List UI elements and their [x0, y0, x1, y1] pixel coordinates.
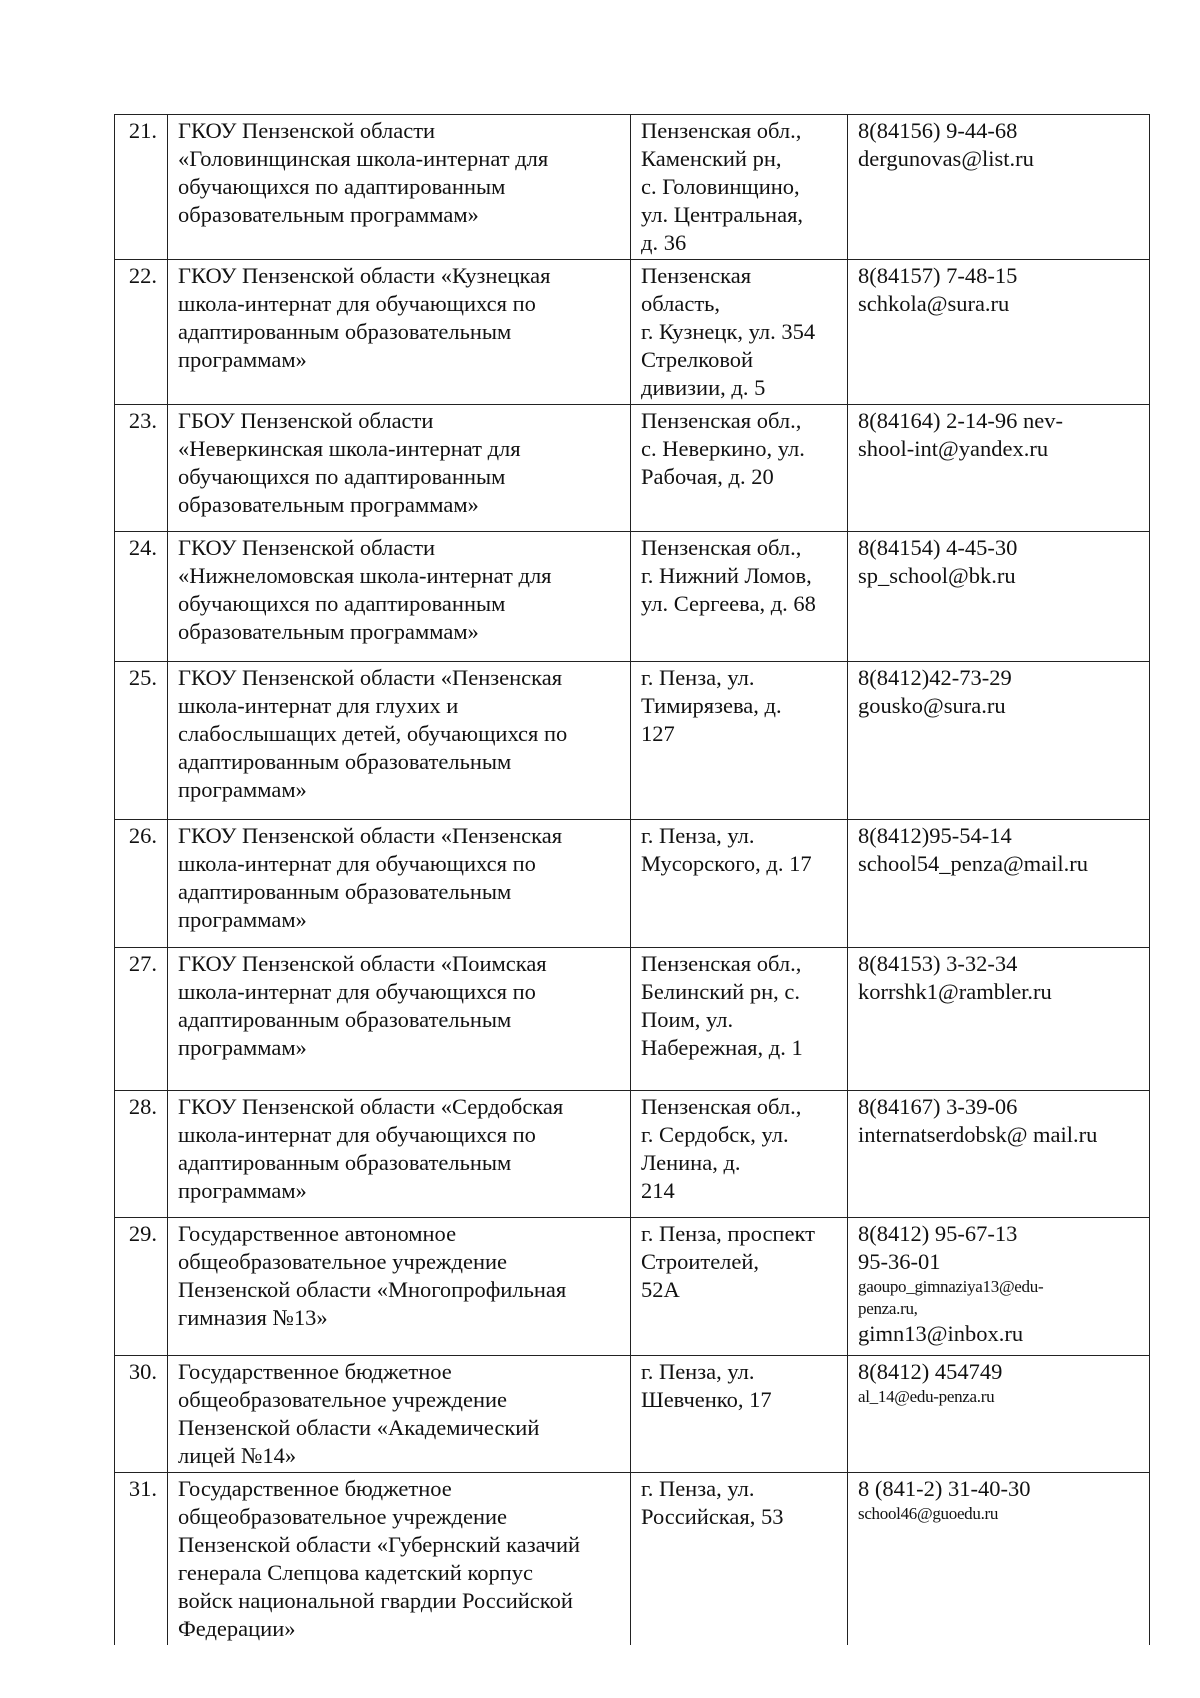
- email-line: school46@guoedu.ru: [858, 1504, 999, 1523]
- institution-name-line: программам»: [178, 777, 307, 802]
- institution-name-line: образовательным программам»: [178, 492, 479, 517]
- institution-name: [168, 532, 631, 662]
- institution-address: [631, 532, 848, 662]
- institution-address-line: дивизии, д. 5: [641, 375, 766, 400]
- institution-address: [631, 948, 848, 1091]
- table-row: [115, 1218, 1150, 1356]
- institution-name-line: школа-интернат для обучающихся по: [178, 851, 536, 876]
- row-number: 26.: [115, 820, 168, 948]
- institution-address-line: с. Неверкино, ул.: [641, 436, 805, 461]
- institution-address-line: д. 36: [641, 230, 687, 255]
- institution-name-line: ГКОУ Пензенской области: [178, 118, 436, 143]
- institution-address-line: Пензенская обл.,: [641, 118, 802, 143]
- table-row: [115, 820, 1150, 948]
- institution-address-line: Строителей,: [641, 1249, 760, 1274]
- email-line: gimn13@inbox.ru: [858, 1321, 1024, 1346]
- institution-name-line: школа-интернат для обучающихся по: [178, 291, 536, 316]
- table-body: [115, 115, 1150, 1646]
- institution-address: [631, 820, 848, 948]
- institution-name-line: обучающихся по адаптированным: [178, 464, 506, 489]
- institution-contact-line: school54_penza@mail.ru: [858, 851, 1089, 876]
- institution-address-line: г. Пенза, ул.: [641, 665, 755, 690]
- institution-name: [168, 1473, 631, 1646]
- institution-name-line: лицей №14»: [178, 1443, 297, 1468]
- institution-contact-line: schkola@sura.ru: [858, 291, 1010, 316]
- email-line: al_14@edu-penza.ru: [858, 1387, 995, 1406]
- institution-name-line: программам»: [178, 347, 307, 372]
- institution-address-line: Белинский рн, с.: [641, 979, 800, 1004]
- institution-name: [168, 820, 631, 948]
- institution-contact: [848, 1356, 1150, 1473]
- institution-contact-line: 8 (841-2) 31-40-30: [858, 1476, 1031, 1501]
- institution-address-line: г. Пенза, ул.: [641, 1359, 755, 1384]
- institution-name-line: общеобразовательное учреждение: [178, 1387, 508, 1412]
- institution-contact: [848, 1091, 1150, 1218]
- institution-address-line: г. Сердобск, ул.: [641, 1122, 789, 1147]
- institution-address-line: г. Нижний Ломов,: [641, 563, 812, 588]
- table-row: [115, 948, 1150, 1091]
- institution-name-line: программам»: [178, 1035, 307, 1060]
- institution-name: [168, 115, 631, 260]
- institution-name-line: ГКОУ Пензенской области «Поимская: [178, 951, 547, 976]
- institution-contact-line: 8(8412) 95-67-13: [858, 1221, 1018, 1246]
- institution-address-line: Пензенская обл.,: [641, 408, 802, 433]
- institution-name-line: ГБОУ Пензенской области: [178, 408, 434, 433]
- institution-name-line: общеобразовательное учреждение: [178, 1504, 508, 1529]
- institution-contact-line: 8(84157) 7-48-15: [858, 263, 1018, 288]
- institution-address-line: Российская, 53: [641, 1504, 784, 1529]
- institution-address-line: г. Кузнецк, ул. 354: [641, 319, 816, 344]
- institution-address-line: Набережная, д. 1: [641, 1035, 803, 1060]
- institution-contact-line: shool-int@yandex.ru: [858, 436, 1049, 461]
- institution-name-line: обучающихся по адаптированным: [178, 174, 506, 199]
- table-row: [115, 662, 1150, 820]
- institution-name-line: Федерации»: [178, 1616, 296, 1641]
- institution-name: [168, 260, 631, 405]
- institution-contact-line: 8(8412)95-54-14: [858, 823, 1012, 848]
- table-row: [115, 405, 1150, 532]
- institution-name-line: программам»: [178, 907, 307, 932]
- institution-address: [631, 115, 848, 260]
- institution-name-line: адаптированным образовательным: [178, 319, 512, 344]
- table-row: [115, 1091, 1150, 1218]
- institution-contact-line: 8(84167) 3-39-06: [858, 1094, 1018, 1119]
- institution-address-line: Стрелковой: [641, 347, 754, 372]
- institution-contact: [848, 948, 1150, 1091]
- institution-contact-line: 8(84154) 4-45-30: [858, 535, 1018, 560]
- institution-contact-line: korrshk1@rambler.ru: [858, 979, 1052, 1004]
- institution-name-line: ГКОУ Пензенской области «Кузнецкая: [178, 263, 551, 288]
- institution-address-line: Пензенская: [641, 263, 752, 288]
- institution-name-line: ГКОУ Пензенской области «Пензенская: [178, 823, 563, 848]
- row-number: 25.: [115, 662, 168, 820]
- institution-name-line: войск национальной гвардии Российской: [178, 1588, 573, 1613]
- institution-name-line: «Головинщинская школа-интернат для: [178, 146, 549, 171]
- institution-name-line: школа-интернат для обучающихся по: [178, 1122, 536, 1147]
- institution-address: [631, 1473, 848, 1646]
- institution-address-line: 214: [641, 1178, 675, 1203]
- institution-address-line: 127: [641, 721, 675, 746]
- institution-address: [631, 1218, 848, 1356]
- institution-address-line: г. Пенза, проспект: [641, 1221, 815, 1246]
- institution-name-line: ГКОУ Пензенской области «Сердобская: [178, 1094, 564, 1119]
- institution-contact-line: internatserdobsk@ mail.ru: [858, 1122, 1098, 1147]
- institution-name-line: «Неверкинская школа-интернат для: [178, 436, 521, 461]
- institution-name-line: адаптированным образовательным: [178, 1007, 512, 1032]
- institution-name-line: обучающихся по адаптированным: [178, 591, 506, 616]
- institution-name-line: адаптированным образовательным: [178, 1150, 512, 1175]
- institution-address: [631, 1091, 848, 1218]
- institution-contact-line: dergunovas@list.ru: [858, 146, 1034, 171]
- institution-contact: [848, 662, 1150, 820]
- institution-address-line: Тимирязева, д.: [641, 693, 782, 718]
- institution-address-line: Поим, ул.: [641, 1007, 734, 1032]
- row-number: 30.: [115, 1356, 168, 1473]
- institution-name-line: образовательным программам»: [178, 202, 479, 227]
- row-number: 31.: [115, 1473, 168, 1646]
- institution-name-line: Пензенской области «Академический: [178, 1415, 540, 1440]
- institution-name-line: Пензенской области «Губернский казачий: [178, 1532, 581, 1557]
- institution-address-line: Шевченко, 17: [641, 1387, 772, 1412]
- institution-name-line: гимназия №13»: [178, 1305, 328, 1330]
- row-number: 21.: [115, 115, 168, 260]
- institution-name-line: общеобразовательное учреждение: [178, 1249, 508, 1274]
- institution-name-line: ГКОУ Пензенской области «Пензенская: [178, 665, 563, 690]
- institution-contact: [848, 115, 1150, 260]
- institution-name-line: генерала Слепцова кадетский корпус: [178, 1560, 534, 1585]
- institution-name: [168, 405, 631, 532]
- institution-address-line: Каменский рн,: [641, 146, 782, 171]
- institution-contact: [848, 1473, 1150, 1646]
- institution-address-line: ул. Центральная,: [641, 202, 804, 227]
- table-row: [115, 532, 1150, 662]
- institution-name-line: программам»: [178, 1178, 307, 1203]
- institution-name: [168, 1218, 631, 1356]
- table-row: [115, 1356, 1150, 1473]
- institution-name-line: Государственное бюджетное: [178, 1359, 452, 1384]
- institution-name: [168, 948, 631, 1091]
- institution-contact-line: 8(84156) 9-44-68: [858, 118, 1018, 143]
- institution-name-line: школа-интернат для глухих и: [178, 693, 459, 718]
- institution-name-line: Государственное бюджетное: [178, 1476, 452, 1501]
- table-row: [115, 1473, 1150, 1646]
- institution-address-line: г. Пенза, ул.: [641, 823, 755, 848]
- institution-name-line: школа-интернат для обучающихся по: [178, 979, 536, 1004]
- institution-address: [631, 260, 848, 405]
- institution-address: [631, 1356, 848, 1473]
- institution-name-line: Государственное автономное: [178, 1221, 457, 1246]
- table-row: [115, 260, 1150, 405]
- row-number: 27.: [115, 948, 168, 1091]
- institution-name-line: ГКОУ Пензенской области: [178, 535, 436, 560]
- institution-address-line: Рабочая, д. 20: [641, 464, 774, 489]
- institution-address: [631, 662, 848, 820]
- institution-contact-line: 95-36-01: [858, 1249, 941, 1274]
- institution-name-line: адаптированным образовательным: [178, 879, 512, 904]
- institution-address-line: 52А: [641, 1277, 680, 1302]
- institution-contact: [848, 532, 1150, 662]
- institution-name: [168, 1091, 631, 1218]
- institutions-table: [114, 114, 1150, 1645]
- institution-address-line: Мусорского, д. 17: [641, 851, 812, 876]
- institution-contact-line: 8(8412) 454749: [858, 1359, 1003, 1384]
- email-line: penza.ru,: [858, 1299, 918, 1318]
- institution-name: [168, 1356, 631, 1473]
- row-number: 29.: [115, 1218, 168, 1356]
- row-number: 22.: [115, 260, 168, 405]
- institution-contact-line: sp_school@bk.ru: [858, 563, 1016, 588]
- row-number: 24.: [115, 532, 168, 662]
- institution-contact-line: 8(84153) 3-32-34: [858, 951, 1018, 976]
- email-line: gaoupo_gimnaziya13@edu-: [858, 1277, 1044, 1296]
- institution-address-line: г. Пенза, ул.: [641, 1476, 755, 1501]
- institution-address-line: область,: [641, 291, 721, 316]
- institution-name-line: образовательным программам»: [178, 619, 479, 644]
- row-number: 23.: [115, 405, 168, 532]
- institution-name-line: Пензенской области «Многопрофильная: [178, 1277, 567, 1302]
- institution-name-line: адаптированным образовательным: [178, 749, 512, 774]
- institution-contact-line: gousko@sura.ru: [858, 693, 1006, 718]
- institution-contact: [848, 1218, 1150, 1356]
- institution-address-line: Ленина, д.: [641, 1150, 741, 1175]
- table-row: [115, 115, 1150, 260]
- row-number: 28.: [115, 1091, 168, 1218]
- institution-contact: [848, 820, 1150, 948]
- institution-contact-line: 8(8412)42-73-29: [858, 665, 1012, 690]
- institution-address-line: ул. Сергеева, д. 68: [641, 591, 816, 616]
- institution-contact: [848, 260, 1150, 405]
- institution-address-line: с. Головинщино,: [641, 174, 800, 199]
- institution-address-line: Пензенская обл.,: [641, 1094, 802, 1119]
- institution-name: [168, 662, 631, 820]
- institution-address-line: Пензенская обл.,: [641, 951, 802, 976]
- institution-address-line: Пензенская обл.,: [641, 535, 802, 560]
- institution-name-line: слабослышащих детей, обучающихся по: [178, 721, 568, 746]
- institution-contact: [848, 405, 1150, 532]
- institution-name-line: «Нижнеломовская школа-интернат для: [178, 563, 552, 588]
- institution-contact-line: 8(84164) 2-14-96 nev-: [858, 408, 1063, 433]
- institution-address: [631, 405, 848, 532]
